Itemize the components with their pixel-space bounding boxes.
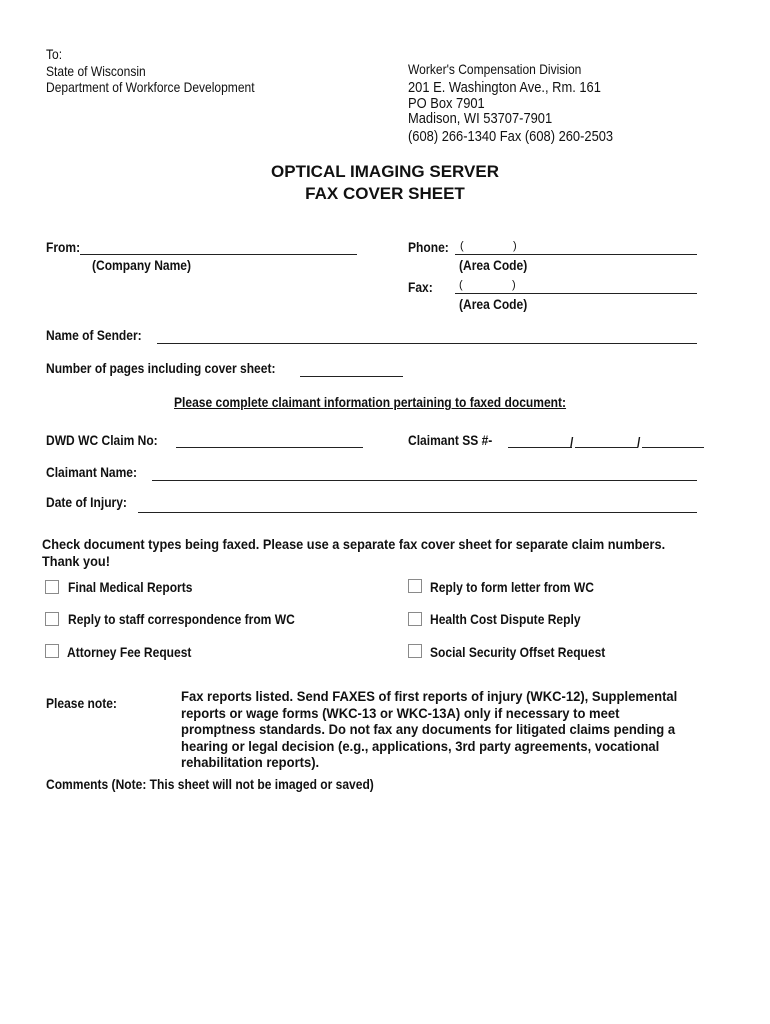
comments-label: Comments (Note: This sheet will not be imaged or saved) (46, 776, 374, 792)
division-address3: Madison, WI 53707-7901 (408, 110, 553, 127)
checkbox-attorney-fee-request[interactable] (45, 644, 59, 658)
claimant-section-heading: Please complete claimant information pertaining to faxed document: (174, 394, 567, 410)
to-org-line1: State of Wisconsin (46, 63, 146, 79)
ss-separator-2: / (637, 434, 641, 450)
checkbox-reply-staff-correspondence[interactable] (45, 612, 59, 626)
fax-paren-close: ) (512, 279, 516, 291)
phone-field[interactable] (455, 254, 697, 255)
phone-label: Phone: (408, 239, 449, 255)
claim-no-field[interactable] (176, 447, 363, 448)
division-phone-fax: (608) 266-1340 Fax (608) 260-2503 (408, 128, 614, 145)
claimant-name-label: Claimant Name: (46, 464, 137, 480)
fax-label: Fax: (408, 279, 433, 295)
to-label: To: (46, 46, 63, 62)
please-note-text: Fax reports listed. Send FAXES of first reports of injury (WKC-12), Supplemental reports or wage forms (WKC-13 or WKC-13A) only if necessary to meet promptness standards. Do not fax any documents for litigated claims pending a hearing or legal decision (e.g., applications, 3rd party agreements, vocational rehabilitation reports). (181, 688, 678, 770)
please-note-label: Please note: (46, 695, 117, 711)
claim-no-label: DWD WC Claim No: (46, 432, 158, 448)
checkbox-label-attorney-fee-request: Attorney Fee Request (67, 644, 192, 660)
division-address2: PO Box 7901 (408, 95, 485, 112)
checkbox-label-reply-form-letter: Reply to form letter from WC (430, 579, 594, 595)
checkbox-social-security-offset[interactable] (408, 644, 422, 658)
ss-field-part1[interactable] (508, 447, 572, 448)
fax-paren-open: ( (459, 279, 463, 291)
sender-label: Name of Sender: (46, 327, 142, 343)
ss-separator-1: / (570, 434, 574, 450)
checkbox-final-medical-reports[interactable] (45, 580, 59, 594)
injury-date-label: Date of Injury: (46, 494, 127, 510)
checkbox-label-health-cost-dispute: Health Cost Dispute Reply (430, 611, 581, 627)
document-type-instructions: Check document types being faxed. Please use a separate fax cover sheet for separate claim numbers. Thank you! (42, 536, 666, 569)
company-name-caption: (Company Name) (92, 257, 192, 273)
ss-label: Claimant SS #- (408, 432, 493, 448)
from-field[interactable] (80, 254, 357, 255)
ss-field-part3[interactable] (642, 447, 704, 448)
division-name: Worker's Compensation Division (408, 61, 582, 77)
checkbox-label-social-security-offset: Social Security Offset Request (430, 644, 606, 660)
phone-area-code-caption: (Area Code) (459, 257, 528, 273)
claimant-name-field[interactable] (152, 480, 697, 481)
page-title-line1: OPTICAL IMAGING SERVER (271, 162, 499, 181)
checkbox-reply-form-letter[interactable] (408, 579, 422, 593)
pages-label: Number of pages including cover sheet: (46, 360, 276, 376)
to-org-line2: Department of Workforce Development (46, 79, 255, 95)
phone-paren-close: ) (513, 240, 517, 252)
page-title-line2: FAX COVER SHEET (305, 184, 465, 203)
phone-paren-open: ( (460, 240, 464, 252)
division-address1: 201 E. Washington Ave., Rm. 161 (408, 79, 601, 96)
fax-area-code-caption: (Area Code) (459, 296, 528, 312)
ss-field-part2[interactable] (575, 447, 638, 448)
checkbox-label-final-medical-reports: Final Medical Reports (68, 579, 193, 595)
fax-field[interactable] (455, 293, 697, 294)
injury-date-field[interactable] (138, 512, 697, 513)
checkbox-health-cost-dispute[interactable] (408, 612, 422, 626)
from-label: From: (46, 239, 81, 255)
sender-field[interactable] (157, 343, 697, 344)
checkbox-label-reply-staff-correspondence: Reply to staff correspondence from WC (68, 611, 295, 627)
pages-field[interactable] (300, 376, 403, 377)
